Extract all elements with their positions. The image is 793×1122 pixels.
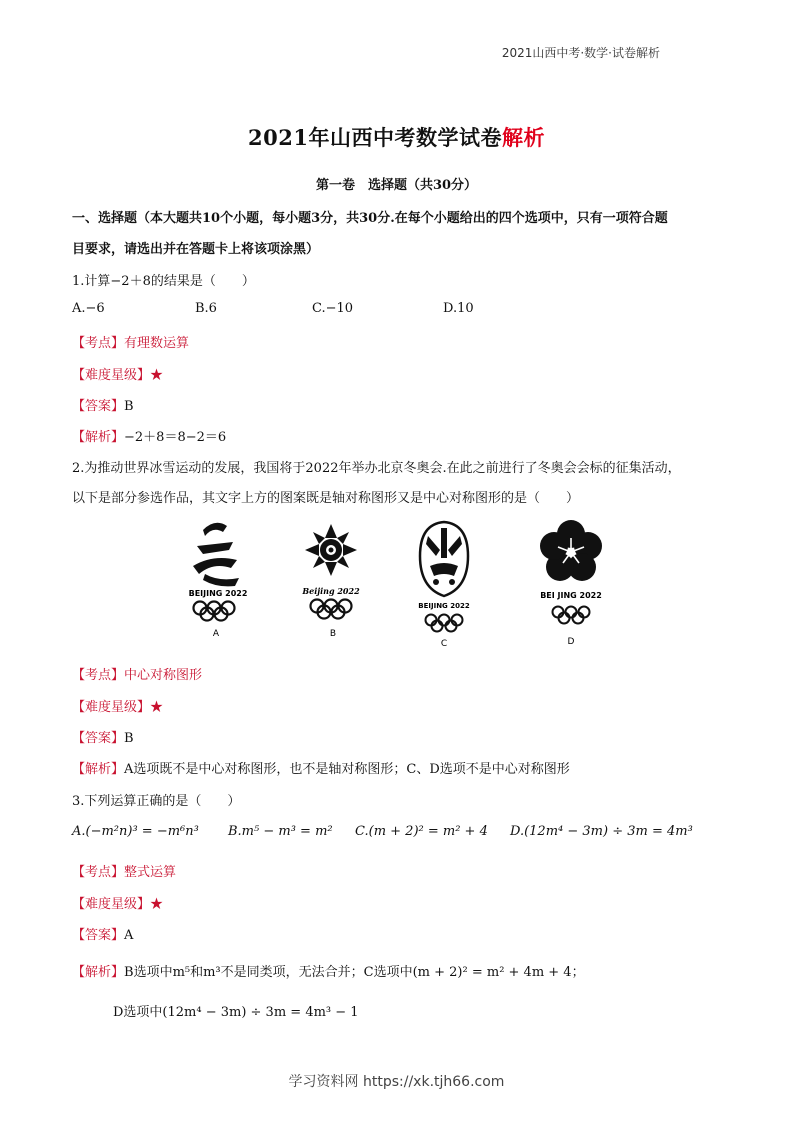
svg-text:BEIJING 2022: BEIJING 2022 (188, 589, 248, 598)
q1-analysis-value: −2＋8＝8−2＝6 (124, 430, 227, 445)
tag-jiexi: 【解析】 (72, 762, 125, 777)
svg-text:B: B (329, 629, 337, 639)
tag-kaodian: 【考点】 (72, 668, 125, 683)
tag-jiexi: 【解析】 (72, 430, 125, 445)
q3-analysis (72, 961, 585, 980)
q3-difficulty (72, 893, 163, 912)
emblem-b (296, 516, 366, 641)
q2-stem-line-1: 2.为推动世界冰雪运动的发展，我国将于2022年举办北京冬奥会.在此之前进行了冬奥会会标的征集活动， (72, 461, 681, 476)
emblem-a-graphic (183, 516, 253, 641)
q3-analysis-value-1: B选项中m⁵和m³不是同类项，无法合并；C选项中(m + 2)² = m² + 4m + 4； (124, 965, 585, 980)
tag-nandu: 【难度星级】 (72, 700, 151, 715)
star-icon: ★ (150, 368, 164, 383)
star-icon: ★ (150, 700, 164, 715)
q3-analysis-value-2: D选项中(12m⁴ − 3m) ÷ 3m = 4m³ − 1 (113, 1005, 359, 1020)
q1-option-c: C.−10 (312, 301, 354, 316)
page-header: 2021山西中考·数学·试卷解析 (501, 46, 660, 60)
emblem-a (183, 516, 253, 641)
q2-analysis (72, 758, 570, 777)
title-red: 解析 (501, 125, 545, 150)
q2-analysis-value: A选项既不是中心对称图形，也不是轴对称图形；C、D选项不是中心对称图形 (124, 762, 570, 777)
emblem-c (414, 516, 474, 651)
title-main: 2021年山西中考数学试卷 (248, 125, 502, 150)
q1-answer (72, 395, 134, 414)
tag-kaodian: 【考点】 (72, 865, 125, 880)
page-title (0, 122, 793, 152)
star-icon: ★ (150, 897, 164, 912)
tag-daan: 【答案】 (72, 731, 125, 746)
tag-nandu: 【难度星级】 (72, 368, 151, 383)
svg-text:C: C (440, 639, 448, 649)
q1-difficulty (72, 364, 163, 383)
svg-text:A: A (212, 629, 220, 639)
q3-answer (72, 924, 133, 943)
q3-option-a: A.(−m²n)³ = −m⁶n³ (72, 824, 199, 839)
q3-kaodian (72, 861, 176, 880)
q1-option-d: D.10 (443, 301, 474, 316)
emblem-c-graphic (414, 516, 474, 651)
tag-kaodian: 【考点】 (72, 336, 125, 351)
emblem-d-graphic (521, 516, 621, 651)
tag-jiexi: 【解析】 (72, 965, 125, 980)
q3-option-b: B.m⁵ − m³ = m² (228, 824, 333, 839)
q1-answer-value: B (124, 399, 134, 414)
q3-option-c: C.(m + 2)² = m² + 4 (355, 824, 488, 839)
svg-text:Beijing 2022: Beijing 2022 (302, 586, 360, 596)
svg-text:BEIJING 2022: BEIJING 2022 (418, 602, 470, 610)
q1-kaodian-value: 有理数运算 (124, 336, 190, 351)
tag-daan: 【答案】 (72, 928, 125, 943)
q3-answer-value: A (124, 928, 134, 943)
emblem-b-graphic (296, 516, 366, 641)
section-title: 第一卷 选择题（共30分） (315, 178, 478, 193)
intro-line-2: 目要求，请选出并在答题卡上将该项涂黑） (72, 242, 320, 257)
q2-answer-value: B (124, 731, 134, 746)
q2-stem-line-2: 以下是部分参选作品，其文字上方的图案既是轴对称图形又是中心对称图形的是（ ） (72, 491, 580, 506)
emblem-d (521, 516, 621, 651)
intro-line-1: 一、选择题（本大题共10个小题，每小题3分，共30分.在每个小题给出的四个选项中，只有一项符合题 (72, 211, 668, 226)
tag-nandu: 【难度星级】 (72, 897, 151, 912)
q2-answer (72, 727, 134, 746)
tag-daan: 【答案】 (72, 399, 125, 414)
q1-analysis (72, 426, 226, 445)
q2-kaodian (72, 664, 202, 683)
q3-option-d: D.(12m⁴ − 3m) ÷ 3m = 4m³ (510, 824, 693, 839)
q1-stem: 1.计算−2＋8的结果是（ ） (72, 274, 255, 289)
page-footer: 学习资料网 https://xk.tjh66.com (288, 1074, 505, 1090)
q3-kaodian-value: 整式运算 (124, 865, 177, 880)
q2-difficulty (72, 696, 163, 715)
q1-kaodian (72, 332, 189, 351)
q3-stem: 3.下列运算正确的是（ ） (72, 794, 241, 809)
q1-option-b: B.6 (195, 301, 217, 316)
q2-kaodian-value: 中心对称图形 (124, 668, 203, 683)
svg-text:D: D (567, 637, 575, 647)
svg-text:BEI JING 2022: BEI JING 2022 (540, 591, 602, 600)
q1-option-a: A.−6 (72, 301, 105, 316)
